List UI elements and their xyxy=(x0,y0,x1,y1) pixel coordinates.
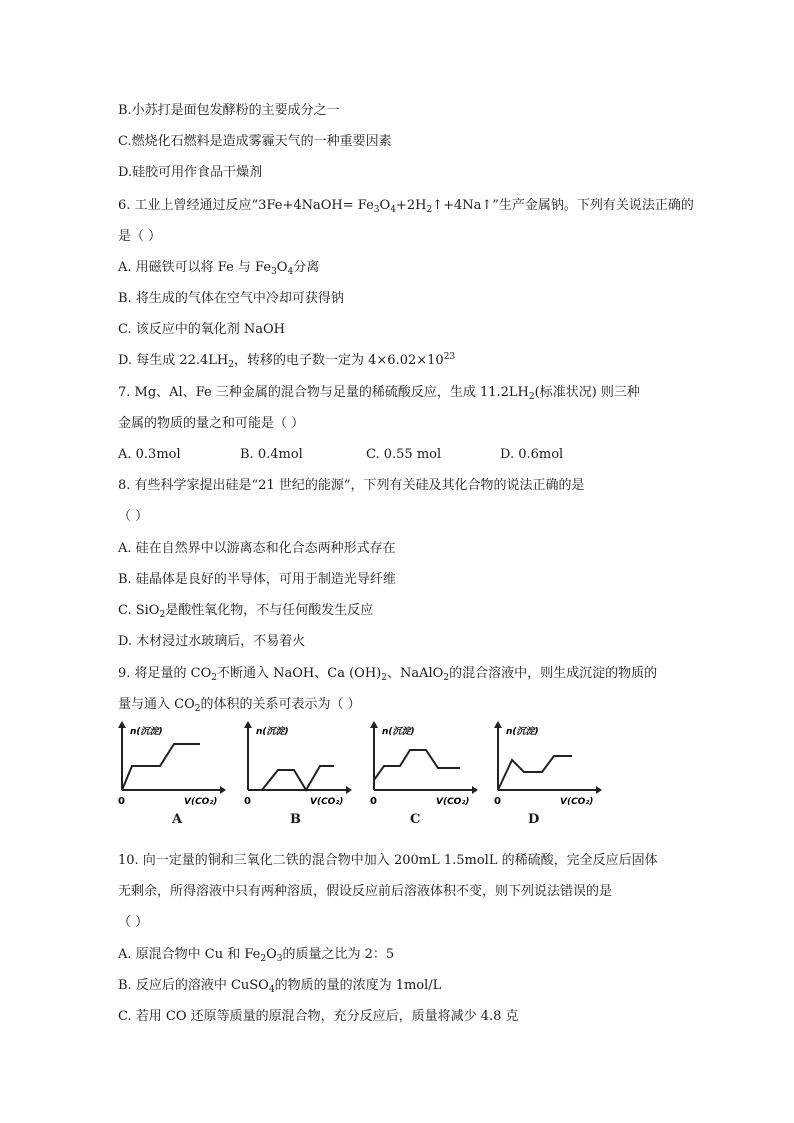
q6-option-d: D. 每生成 $22.4LH_2$，转移的电子数一定为 $4\times 6.02\times 10^{23}$ xyxy=(118,352,456,370)
graph-label-a: A xyxy=(172,812,183,827)
graph-label-d: D xyxy=(528,812,540,827)
graph-c-origin: 0 xyxy=(370,796,377,806)
graph-d-curve xyxy=(498,756,572,790)
q9-graph-d xyxy=(492,720,602,806)
q7-option-b: B. 0.4mol xyxy=(240,447,303,462)
graph-c-ylabel: n(沉淀) xyxy=(382,727,415,737)
graph-a-curve xyxy=(122,744,200,790)
q8-option-b: B. 硅晶体是良好的半导体，可用于制造光导纤维 xyxy=(118,572,396,587)
q8-option-c: C. SiO$_2$是酸性氧化物，不与任何酸发生反应 xyxy=(118,603,374,620)
graph-d-origin: 0 xyxy=(494,796,501,806)
q8-option-d: D. 木材浸过水玻璃后，不易着火 xyxy=(118,634,306,649)
q7-option-c: C. 0.55 mol xyxy=(366,447,442,462)
q7-stem-line2: 金属的物质的量之和可能是（ ） xyxy=(118,416,305,431)
q6-option-b: B. 将生成的气体在空气中冷却可获得钠 xyxy=(118,291,344,306)
graph-label-c: C xyxy=(410,812,421,827)
q10-stem-line3: （ ） xyxy=(118,915,149,930)
q7-option-d: D. 0.6mol xyxy=(500,447,564,462)
q10-stem-line2: 无剩余，所得溶液中只有两种溶质，假设反应前后溶液体积不变，则下列说法错误的是 xyxy=(118,884,613,899)
graph-b-origin: 0 xyxy=(244,796,251,806)
q10-option-a: A. 原混合物中 Cu 和 $Fe_2O_3$的质量之比为 2：5 xyxy=(118,947,395,964)
q7-stem-line1: 7. Mg、Al、Fe 三种金属的混合物与足量的稀硫酸反应，生成 $11.2LH_2$(标准状况) 则三种 xyxy=(118,385,640,402)
q5-option-d: D.硅胶可用作食品干燥剂 xyxy=(118,165,263,180)
graph-c-curve xyxy=(374,750,460,780)
graph-a-ylabel: n(沉淀) xyxy=(130,727,163,737)
graph-b-ylabel: n(沉淀) xyxy=(256,727,289,737)
graph-a-xlabel: V(CO₂) xyxy=(184,797,218,806)
q8-stem-line2: （ ） xyxy=(118,509,149,524)
q10-stem-line1: 10. 向一定量的铜和三氧化二铁的混合物中加入 200mL 1.5molL 的稀硫酸，完全反应后固体 xyxy=(118,853,658,868)
q8-option-a: A. 硅在自然界中以游离态和化合态两种形式存在 xyxy=(118,541,396,556)
graph-b-curve xyxy=(262,766,334,790)
q9-stem-line1: 9. 将足量的 $CO_2$不断通入 NaOH、Ca $(OH)_2$、NaAlO$_2$的混合溶液中，则生成沉淀的物质的 xyxy=(118,666,658,683)
q9-stem-line2: 量与通入 $CO_2$的体积的关系可表示为（ ） xyxy=(118,697,361,714)
graph-b-xlabel: V(CO₂) xyxy=(310,797,344,806)
q5-option-b: B.小苏打是面包发酵粉的主要成分之一 xyxy=(118,103,340,118)
graph-c-xlabel: V(CO₂) xyxy=(436,797,470,806)
graph-d-ylabel: n(沉淀) xyxy=(506,727,539,737)
q6-option-a: A. 用磁铁可以将 Fe 与 $Fe_3O_4$分离 xyxy=(118,260,320,277)
graph-label-b: B xyxy=(290,812,301,827)
graph-d-xlabel: V(CO₂) xyxy=(560,797,594,806)
q10-option-b: B. 反应后的溶液中 CuSO$_4$的物质的量的浓度为 1mol/L xyxy=(118,978,442,995)
q5-option-c: C.燃烧化石燃料是造成雾霾天气的一种重要因素 xyxy=(118,134,392,149)
q9-graph-a xyxy=(116,720,226,806)
graph-a-origin: 0 xyxy=(118,796,125,806)
q6-option-c: C. 该反应中的氧化剂 NaOH xyxy=(118,322,286,337)
q6-stem-line2: 是（ ） xyxy=(118,229,162,244)
q10-option-c: C. 若用 CO 还原等质量的原混合物，充分反应后，质量将减少 4.8 克 xyxy=(118,1009,519,1024)
q9-graph-c xyxy=(368,720,478,806)
q7-option-a: A. 0.3mol xyxy=(118,447,181,462)
q8-stem-line1: 8. 有些科学家提出硅是“21 世纪的能源”，下列有关硅及其化合物的说法正确的是 xyxy=(118,478,585,493)
q6-stem-line1: 6. 工业上曾经通过反应“3Fe+4NaOH= $Fe_3O_4+2H_2↑+4Na↑$”生产金属钠。下列有关说法正确的 xyxy=(118,198,694,215)
q9-graph-b xyxy=(242,720,352,806)
